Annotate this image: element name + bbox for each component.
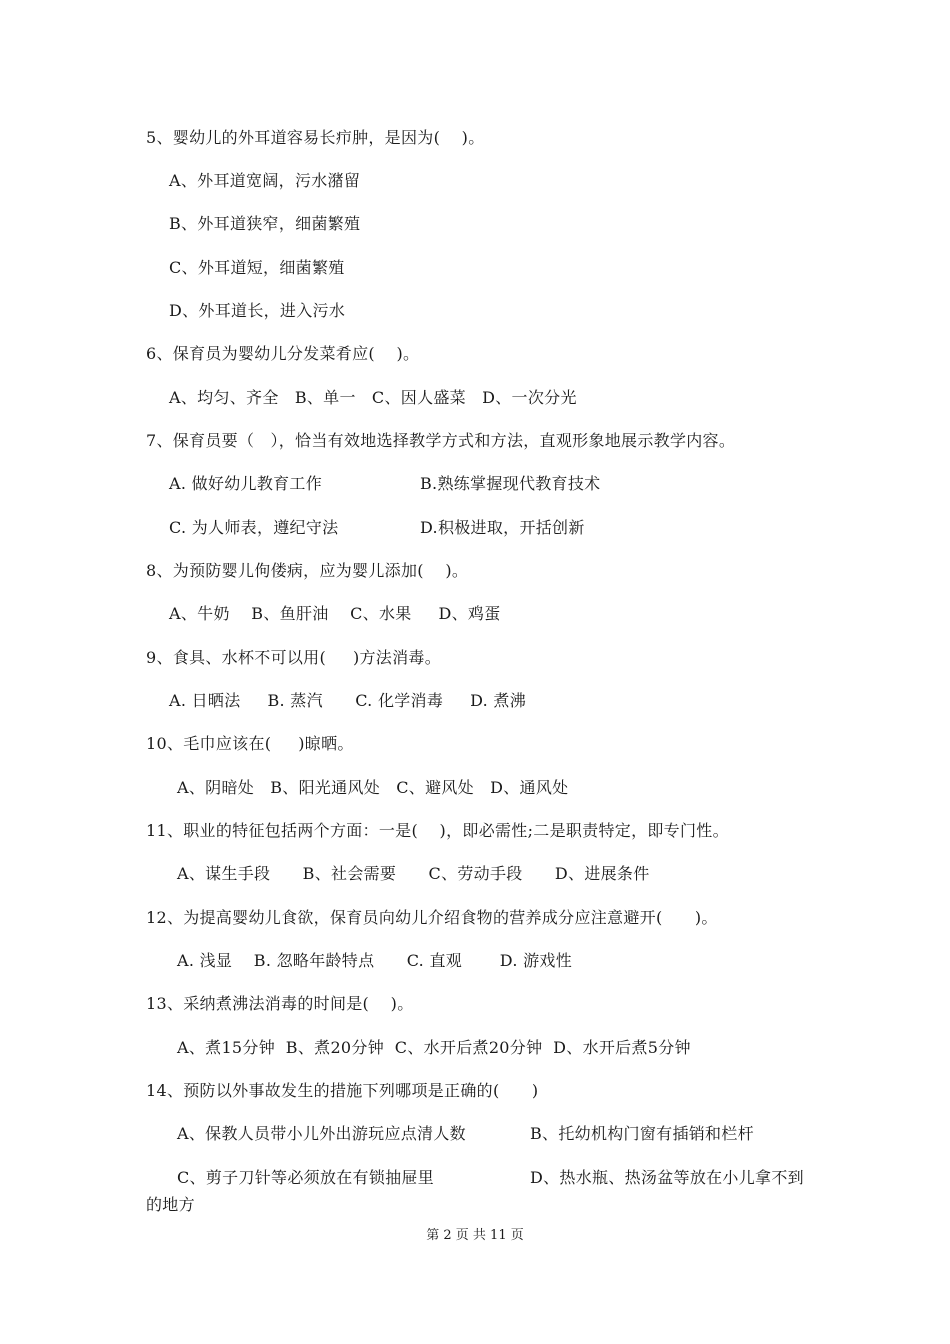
question-9-options: A. 日晒法 B. 蒸汽 C. 化学消毒 D. 煮沸: [169, 691, 527, 710]
question-11-stem: 11、职业的特征包括两个方面：一是( )，即必需性;二是职责特定，即专门性。: [146, 821, 729, 840]
question-6-stem: 6、保育员为婴幼儿分发菜肴应( )。: [146, 344, 420, 363]
question-5-option-b: B、外耳道狭窄，细菌繁殖: [169, 214, 361, 233]
question-7-option-c: C. 为人师表，遵纪守法: [169, 518, 339, 537]
question-14-option-d: D、热水瓶、热汤盆等放在小儿拿不到: [530, 1168, 804, 1187]
question-13-options: A、煮15分钟 B、煮20分钟 C、水开后煮20分钟 D、水开后煮5分钟: [177, 1038, 691, 1057]
question-7-stem: 7、保育员要（ ），恰当有效地选择教学方式和方法，直观形象地展示教学内容。: [146, 431, 736, 450]
question-5-option-c: C、外耳道短，细菌繁殖: [169, 258, 345, 277]
question-5-stem: 5、婴幼儿的外耳道容易长疖肿，是因为( )。: [146, 128, 485, 147]
question-7-option-d: D.积极进取，开括创新: [420, 518, 585, 537]
question-5-option-a: A、外耳道宽阔，污水潴留: [169, 171, 361, 190]
question-14-option-c: C、剪子刀针等必须放在有锁抽屉里: [177, 1168, 435, 1187]
question-14-stem: 14、预防以外事故发生的措施下列哪项是正确的( ): [146, 1081, 539, 1100]
question-8-options: A、牛奶 B、鱼肝油 C、水果 D、鸡蛋: [169, 604, 501, 623]
question-10-stem: 10、毛巾应该在( )晾晒。: [146, 734, 354, 753]
question-7-option-a: A. 做好幼儿教育工作: [169, 474, 323, 493]
question-11-options: A、谋生手段 B、社会需要 C、劳动手段 D、进展条件: [177, 864, 650, 883]
question-12-stem: 12、为提高婴幼儿食欲，保育员向幼儿介绍食物的营养成分应注意避开( )。: [146, 908, 718, 927]
question-8-stem: 8、为预防婴儿佝偻病，应为婴儿添加( )。: [146, 561, 469, 580]
question-14-option-a: A、保教人员带小儿外出游玩应点清人数: [177, 1124, 466, 1143]
question-14-option-d-continuation: 的地方: [146, 1195, 195, 1214]
question-14-option-b: B、托幼机构门窗有插销和栏杆: [530, 1124, 754, 1143]
question-12-options: A. 浅显 B. 忽略年龄特点 C. 直观 D. 游戏性: [177, 951, 572, 970]
question-10-options: A、阴暗处 B、阳光通风处 C、避风处 D、通风处: [177, 778, 569, 797]
question-5-option-d: D、外耳道长，进入污水: [169, 301, 346, 320]
question-13-stem: 13、采纳煮沸法消毒的时间是( )。: [146, 994, 414, 1013]
question-7-option-b: B.熟练掌握现代教育技术: [420, 474, 601, 493]
question-9-stem: 9、食具、水杯不可以用( )方法消毒。: [146, 648, 441, 667]
page-footer: 第 2 页 共 11 页: [426, 1228, 524, 1243]
question-6-options: A、均匀、齐全 B、单一 C、因人盛菜 D、一次分光: [169, 388, 577, 407]
